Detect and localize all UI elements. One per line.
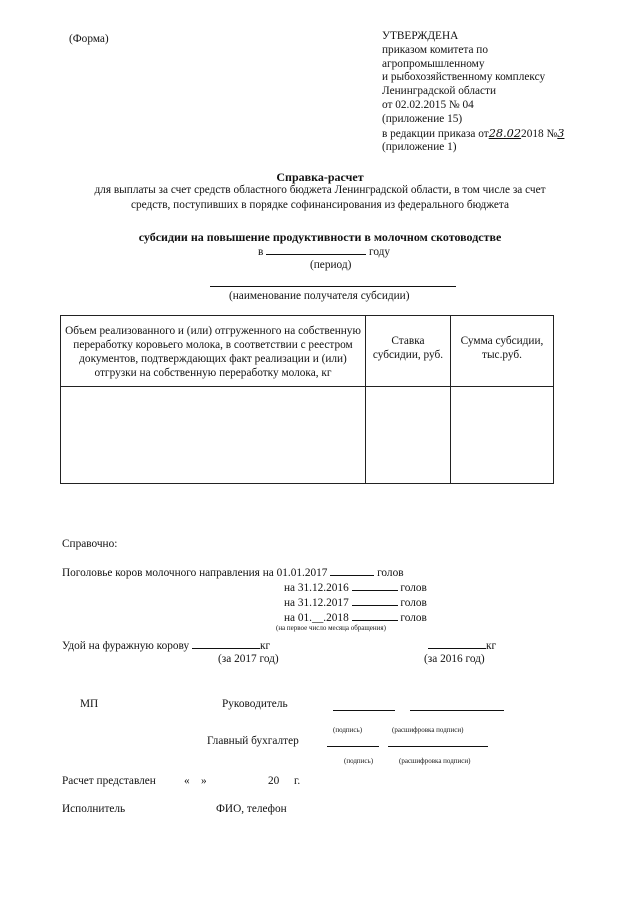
fio-phone-label: ФИО, телефон [216, 803, 287, 815]
header-sum: Сумма субсидии, тыс.руб. [451, 316, 554, 387]
yield-line [62, 638, 270, 652]
head-decoding-line[interactable] [410, 710, 504, 711]
cell-rate[interactable] [366, 387, 451, 484]
livestock-line-3 [284, 595, 427, 609]
year-2016-caption: (за 2016 год) [424, 653, 485, 665]
subject-line: субсидии на повышение продуктивности в молочном скотоводстве [138, 230, 502, 244]
head-signature-line[interactable] [333, 710, 395, 711]
head-decoding-caption: (расшифровка подписи) [392, 726, 464, 734]
approved-title: УТВЕРЖДЕНА [382, 30, 459, 42]
approved-line: агропромышленному [382, 57, 485, 70]
quote-open: « [184, 775, 190, 787]
period-line [258, 244, 390, 258]
chief-accountant-label: Главный бухгалтер [207, 735, 299, 747]
yield-prefix: Удой на фуражную корову [62, 640, 190, 652]
table-header-row [61, 316, 554, 387]
header-rate: Ставка субсидии, руб. [366, 316, 451, 387]
cell-volume[interactable] [61, 387, 366, 484]
first-day-note: (на первое число месяца обращения) [276, 624, 386, 632]
recipient-underline [210, 286, 456, 287]
yield-unit-2017: кг [259, 640, 271, 652]
livestock-blank-4 [352, 610, 398, 621]
livestock-unit-2: голов [400, 582, 427, 594]
heading-line-1: для выплаты за счет средств областного бюджета Ленинградской области, в том числе за счет [94, 184, 546, 196]
head-label: Руководитель [222, 698, 288, 710]
livestock-line-4 [284, 610, 427, 624]
edition-number-prefix: № [546, 127, 558, 140]
livestock-blank-2 [352, 580, 398, 591]
period-year-word: году [369, 246, 391, 258]
calculation-table [60, 315, 554, 484]
approval-block [382, 30, 564, 155]
livestock-unit-3: голов [400, 597, 427, 609]
accountant-decoding-line[interactable] [388, 746, 488, 747]
approved-line: Ленинградской области [382, 85, 496, 98]
livestock-line-1 [62, 565, 404, 579]
quote-close: » [201, 775, 207, 787]
header-volume: Объем реализованного и (или) отгруженного на собственную переработку коровьего молока, в соответствии с реестром документов, подтверждающих факт реализации и (или) отгрузки на собственную переработку молока, кг [61, 316, 366, 387]
year-suffix: г. [294, 775, 301, 787]
period-caption: (период) [310, 259, 352, 271]
submitted-label: Расчет представлен [62, 775, 156, 787]
recipient-caption: (наименование получателя субсидии) [229, 290, 410, 302]
livestock-date-2: на 31.12.2016 [284, 582, 349, 594]
approved-line: и рыбохозяйственному комплексу [382, 71, 546, 84]
approved-line: приказом комитета по [382, 43, 488, 56]
accountant-signature-line[interactable] [327, 746, 379, 747]
livestock-blank-1 [330, 565, 374, 576]
cell-sum[interactable] [451, 387, 554, 484]
accountant-decoding-caption: (расшифровка подписи) [399, 757, 471, 765]
livestock-line-2 [284, 580, 427, 594]
approved-appendix: (приложение 1) [382, 141, 457, 154]
edition-year: 2018 [521, 127, 544, 140]
livestock-unit-1: голов [377, 567, 404, 579]
livestock-blank-3 [352, 595, 398, 606]
year-2017-caption: (за 2017 год) [218, 653, 279, 665]
document-title: Справка-расчет [276, 170, 364, 184]
stamp-label: МП [80, 698, 99, 710]
yield-blank-2017 [192, 638, 260, 649]
edition-number-handwritten: 3 [557, 126, 565, 140]
table-row [61, 387, 554, 484]
livestock-prefix: Поголовье коров молочного направления на 01.01.2017 [62, 567, 328, 579]
heading-line-2: средств, поступивших в порядке софинансирования из федерального бюджета [130, 199, 510, 211]
period-in: в [258, 246, 264, 258]
form-label: (Форма) [69, 33, 109, 45]
accountant-signature-caption: (подпись) [344, 757, 374, 765]
approved-line: от 02.02.2015 № 04 [382, 98, 474, 111]
edition-line [382, 127, 564, 142]
head-signature-caption: (подпись) [333, 726, 363, 734]
edition-prefix: в редакции приказа от [382, 127, 489, 140]
yield-blank-2016 [428, 638, 486, 649]
reference-label: Справочно: [62, 538, 118, 550]
livestock-date-4: на 01.__.2018 [284, 612, 349, 624]
year-prefix: 20 [268, 775, 280, 787]
executor-label: Исполнитель [62, 803, 126, 815]
approved-line: (приложение 15) [382, 112, 463, 125]
yield-unit-2016: кг [486, 640, 497, 652]
edition-date-handwritten: 28.02 [488, 126, 522, 140]
livestock-date-3: на 31.12.2017 [284, 597, 349, 609]
livestock-unit-4: голов [400, 612, 427, 624]
yield-line-2016 [428, 638, 496, 652]
period-blank [266, 244, 366, 255]
